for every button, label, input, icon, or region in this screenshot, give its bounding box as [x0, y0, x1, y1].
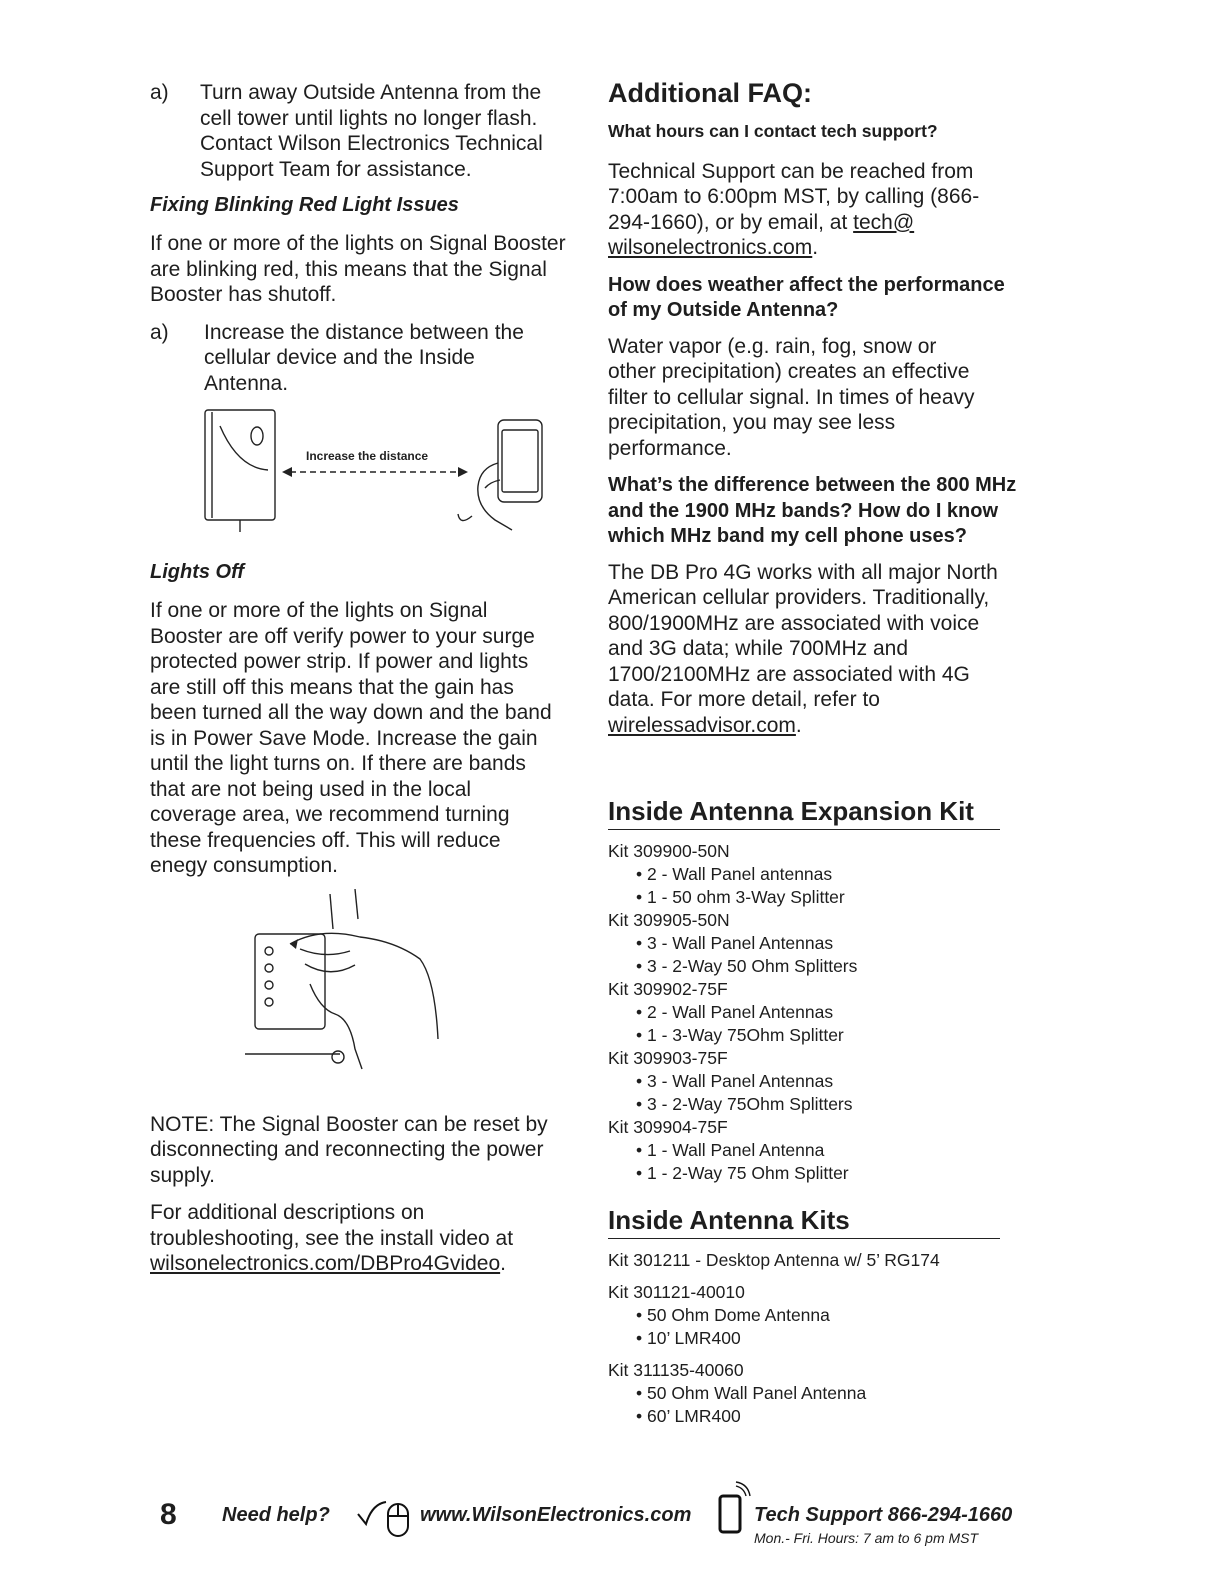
- faq-answer-1: [608, 159, 993, 261]
- wirelessadvisor-link[interactable]: wirelessadvisor.com: [608, 713, 796, 737]
- kit-group: [608, 1116, 1018, 1185]
- note-paragraph: NOTE: The Signal Booster can be reset by disconnecting and reconnecting the power supply.: [150, 1112, 548, 1187]
- kit-title: Kit 301121-40010: [608, 1282, 745, 1302]
- inside-kits-heading: Inside Antenna Kits: [608, 1205, 1000, 1239]
- kit-group: [608, 1047, 1018, 1116]
- support-hours: Mon.- Fri. Hours: 7 am to 6 pm MST: [754, 1530, 979, 1546]
- blinking-paragraph: If one or more of the lights on Signal Booster are blinking red, this means that the Signal Booster has shutoff.: [150, 232, 566, 306]
- gain-adjust-illustration: [150, 889, 570, 1084]
- list-text: Increase the distance between the cellular device and the Inside Antenna.: [204, 320, 524, 395]
- list-item: [150, 80, 570, 182]
- kit-item: • 2 - Wall Panel antennas: [636, 864, 833, 884]
- faq-question-1: What hours can I contact tech support?: [608, 121, 938, 141]
- faq-answer-1-text: Technical Support can be reached from 7:00am to 6:00pm MST, by calling (866-294-1660), or by email, at: [608, 159, 980, 234]
- additional-text: For additional descriptions on troubleshooting, see the install video at: [150, 1201, 514, 1250]
- website-link[interactable]: www.WilsonElectronics.com: [420, 1504, 692, 1526]
- additional-paragraph: [150, 1200, 545, 1277]
- kit-title: Kit 309902-75F: [608, 979, 728, 999]
- faq-answer-3-text: The DB Pro 4G works with all major North American cellular providers. Traditionally, 800/1900MHz are associated with voice and 3G data; while 700MHz and 1700/2100MHz are associated with 4G data. For more detail, refer to: [608, 560, 998, 711]
- right-column: [608, 78, 1018, 1428]
- faq-answer-3-end: .: [795, 713, 802, 737]
- list-text: Turn away Outside Antenna from the cell tower until lights no longer flash. Contact Wilson Electronics Technical Support Team for assistance.: [200, 81, 543, 181]
- kit-item: • 50 Ohm Wall Panel Antenna: [636, 1383, 867, 1403]
- inside-kits-list: [608, 1249, 1018, 1428]
- kit-group: [608, 978, 1018, 1047]
- kit-item: • 3 - 2-Way 50 Ohm Splitters: [636, 956, 858, 976]
- kit-item: • 1 - 2-Way 75 Ohm Splitter: [636, 1163, 849, 1183]
- list-item: [150, 320, 570, 397]
- phone-icon: [714, 1480, 754, 1536]
- list-marker: a): [150, 320, 169, 344]
- kit-item: • 1 - 50 ohm 3-Way Splitter: [636, 887, 845, 907]
- kit-group: [608, 1281, 1018, 1350]
- faq-answer-3: [608, 560, 1013, 739]
- expansion-kit-heading: Inside Antenna Expansion Kit: [608, 796, 1000, 830]
- page-footer: [0, 1494, 1224, 1554]
- lights-off-paragraph: If one or more of the lights on Signal Booster are off verify power to your surge protected power strip. If power and lights are still off this means that the gain has been turned all the way down and the band is in Power Save Mode. Increase the gain until the light turns on. If there are bands that are not being used in the local coverage area, we recommend turning these frequencies off. This will reduce enegy consumption.: [150, 599, 552, 877]
- kit-item: • 10’ LMR400: [636, 1328, 741, 1348]
- page-number: 8: [160, 1498, 177, 1531]
- kit-title: Kit 309905-50N: [608, 910, 730, 930]
- kit-group: [608, 909, 1018, 978]
- video-link[interactable]: wilsonelectronics.com/DBPro4Gvideo: [150, 1252, 501, 1275]
- kit-item: • 60’ LMR400: [636, 1406, 741, 1426]
- faq-answer-1-end: .: [812, 236, 819, 259]
- kit-title: Kit 311135-40060: [608, 1360, 744, 1380]
- faq-heading: Additional FAQ:: [608, 78, 812, 108]
- kit-title: Kit 309900-50N: [608, 841, 730, 861]
- faq-question-2: How does weather affect the performance of my Outside Antenna?: [608, 273, 1005, 321]
- additional-end: .: [500, 1252, 506, 1275]
- email-link[interactable]: tech@ wilsonelectronics.com: [608, 210, 915, 259]
- kit-group: [608, 1359, 1018, 1428]
- kit-item: • 50 Ohm Dome Antenna: [636, 1305, 830, 1325]
- faq-answer-2: Water vapor (e.g. rain, fog, snow or other precipitation) creates an effective filter to cellular signal. In times of heavy precipitation, you may see less performance.: [608, 334, 975, 460]
- kit-item: • 3 - Wall Panel Antennas: [636, 1071, 834, 1091]
- kit-title: Kit 301211 - Desktop Antenna w/ 5’ RG174: [608, 1250, 940, 1270]
- heading-blinking: Fixing Blinking Red Light Issues: [150, 194, 459, 216]
- arrow-right-icon: [458, 467, 468, 477]
- heading-lights-off: Lights Off: [150, 561, 245, 583]
- need-help-label: Need help?: [222, 1504, 330, 1526]
- expansion-kit-list: [608, 840, 1018, 1185]
- tech-support-label: Tech Support 866-294-1660: [754, 1504, 1013, 1526]
- kit-group: [608, 1249, 1018, 1272]
- distance-label: Increase the distance: [306, 449, 429, 463]
- kit-item: • 1 - 3-Way 75Ohm Splitter: [636, 1025, 844, 1045]
- kit-item: • 3 - 2-Way 75Ohm Splitters: [636, 1094, 853, 1114]
- kit-title: Kit 309903-75F: [608, 1048, 728, 1068]
- arrow-left-icon: [282, 467, 292, 477]
- kit-group: [608, 840, 1018, 909]
- kit-item: • 3 - Wall Panel Antennas: [636, 933, 834, 953]
- left-column: [150, 78, 570, 1277]
- mouse-icon: [356, 1494, 412, 1538]
- distance-illustration: [150, 408, 550, 543]
- kit-item: • 2 - Wall Panel Antennas: [636, 1002, 834, 1022]
- kit-title: Kit 309904-75F: [608, 1117, 728, 1137]
- kit-item: • 1 - Wall Panel Antenna: [636, 1140, 825, 1160]
- faq-question-3: What’s the difference between the 800 MHz and the 1900 MHz bands? How do I know which MHz band my cell phone uses?: [608, 474, 1017, 547]
- list-marker: a): [150, 81, 169, 104]
